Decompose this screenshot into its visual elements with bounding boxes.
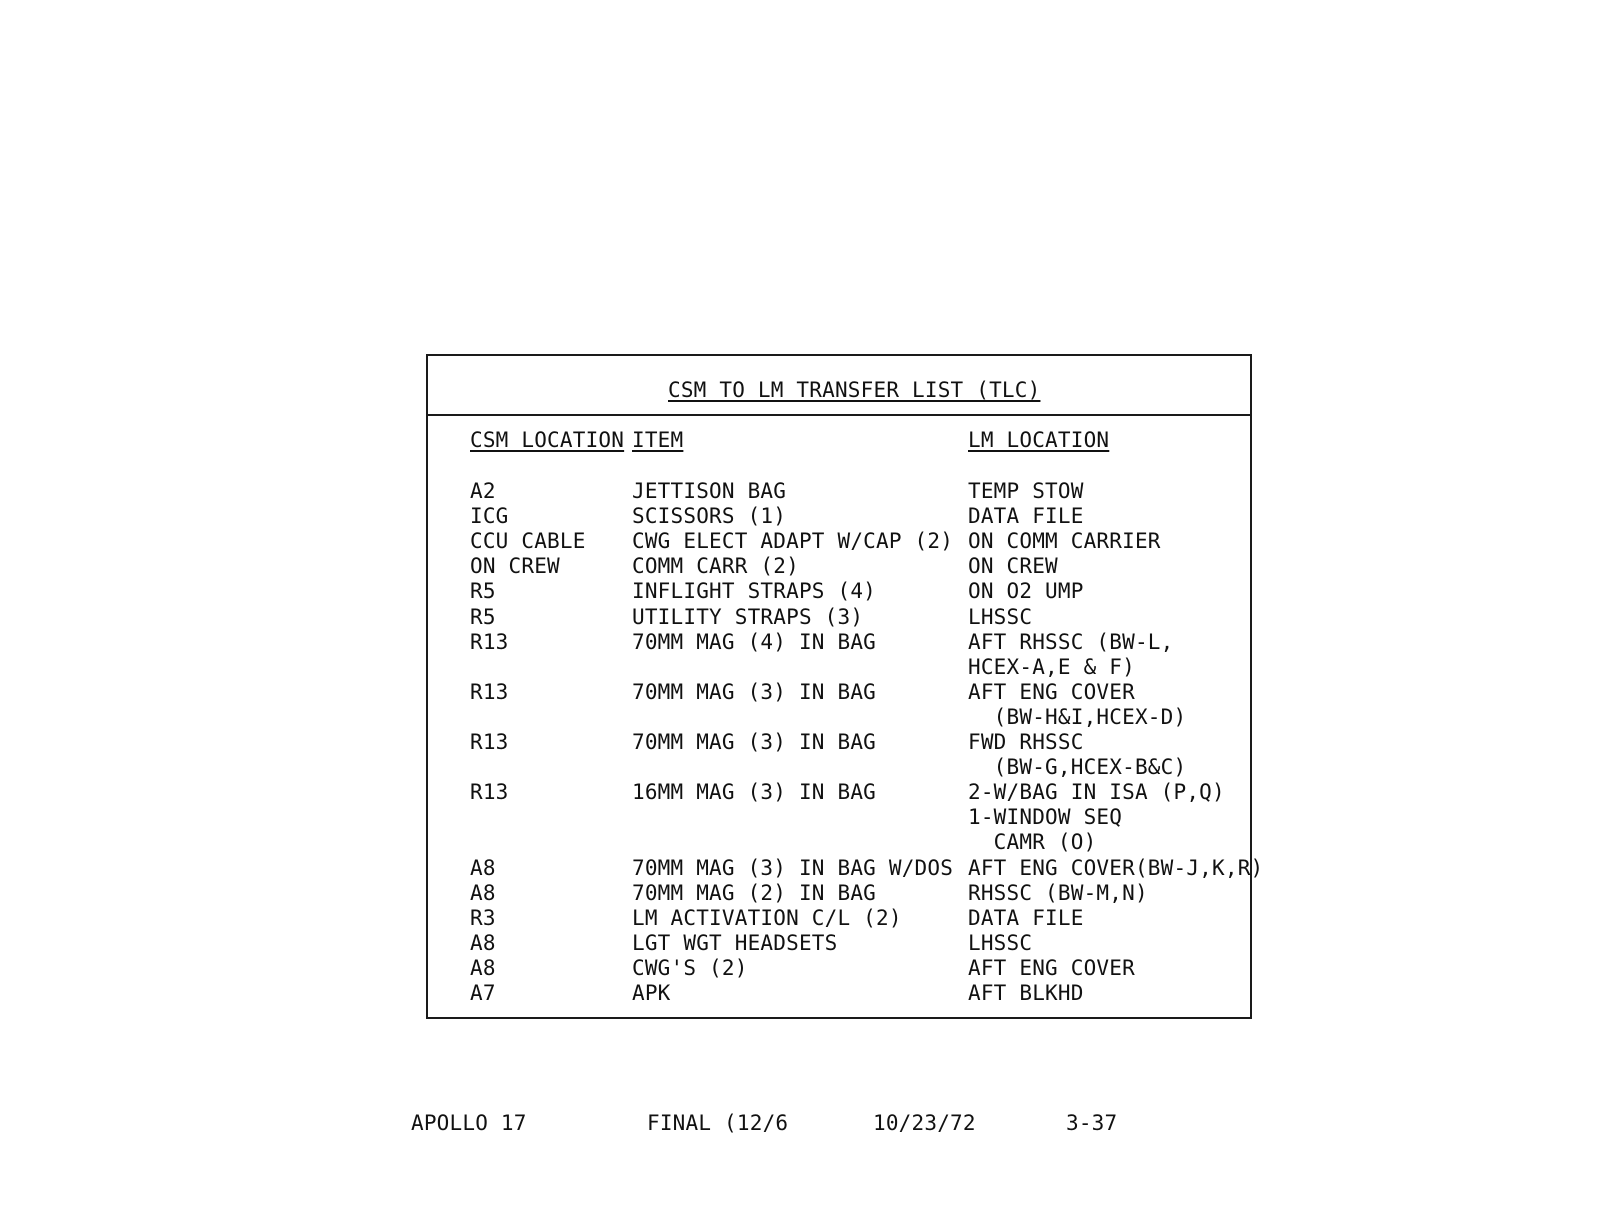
column-header-item: ITEM bbox=[632, 428, 684, 452]
cell-item: 16MM MAG (3) IN BAG bbox=[632, 780, 877, 805]
cell-csm-location: A8 bbox=[470, 880, 496, 905]
cell-item: APK bbox=[632, 981, 671, 1005]
cell-csm-location: A8 bbox=[470, 955, 496, 980]
table-row bbox=[428, 579, 1250, 604]
table-title: CSM TO LM TRANSFER LIST (TLC) bbox=[668, 378, 1041, 402]
table-row bbox=[428, 881, 1250, 906]
cell-lm-location: DATA FILE bbox=[968, 504, 1084, 529]
table-row bbox=[428, 529, 1250, 554]
cell-csm-location: ON CREW bbox=[470, 554, 560, 579]
cell-item: 70MM MAG (4) IN BAG bbox=[632, 629, 877, 654]
cell-item: CWG'S (2) bbox=[632, 955, 748, 980]
cell-csm-location: R5 bbox=[470, 579, 496, 604]
cell-item: UTILITY STRAPS (3) bbox=[632, 604, 864, 629]
cell-csm-location: A7 bbox=[470, 981, 496, 1005]
cell-csm-location: CCU CABLE bbox=[470, 529, 586, 554]
cell-item: 70MM MAG (3) IN BAG bbox=[632, 679, 877, 704]
cell-lm-location: AFT BLKHD bbox=[968, 981, 1084, 1005]
table-row bbox=[428, 981, 1250, 1006]
cell-lm-location: RHSSC (BW-M,N) bbox=[968, 880, 1148, 905]
cell-item: CWG ELECT ADAPT W/CAP (2) bbox=[632, 529, 954, 554]
cell-lm-location: TEMP STOW bbox=[968, 479, 1084, 503]
table-row bbox=[428, 855, 1264, 881]
cell-lm-location: LHSSC bbox=[968, 930, 1033, 955]
table-row bbox=[428, 730, 1250, 755]
cell-lm-location: FWD RHSSC bbox=[968, 730, 1084, 754]
cell-csm-location: A2 bbox=[470, 479, 496, 503]
table-row bbox=[428, 705, 1250, 730]
cell-csm-location: R13 bbox=[470, 679, 509, 704]
cell-csm-location: R5 bbox=[470, 604, 496, 629]
cell-lm-location: CAMR (O) bbox=[968, 830, 1097, 855]
cell-lm-location: ON COMM CARRIER bbox=[968, 529, 1161, 554]
cell-item: JETTISON BAG bbox=[632, 479, 787, 503]
table-row bbox=[428, 655, 1250, 680]
cell-lm-location: LHSSC bbox=[968, 604, 1033, 629]
table-row bbox=[428, 605, 1250, 630]
table-row bbox=[428, 680, 1250, 705]
table-row bbox=[428, 504, 1250, 529]
table-row bbox=[428, 906, 1250, 931]
table-row bbox=[428, 830, 1250, 855]
footer-revision-status: FINAL (12/6 bbox=[647, 1111, 789, 1135]
table-row bbox=[428, 554, 1250, 579]
cell-item: INFLIGHT STRAPS (4) bbox=[632, 579, 877, 604]
cell-csm-location: R13 bbox=[470, 780, 509, 805]
cell-item: 70MM MAG (3) IN BAG W/DOS bbox=[632, 855, 954, 880]
cell-lm-location: 1-WINDOW SEQ bbox=[968, 805, 1123, 830]
footer-mission: APOLLO 17 bbox=[411, 1111, 527, 1135]
cell-lm-location: 2-W/BAG IN ISA (P,Q) bbox=[968, 780, 1225, 805]
table-row bbox=[428, 479, 1250, 504]
cell-lm-location: AFT ENG COVER bbox=[968, 679, 1135, 704]
cell-csm-location: R3 bbox=[470, 905, 496, 930]
cell-item: 70MM MAG (2) IN BAG bbox=[632, 880, 877, 905]
cell-csm-location: R13 bbox=[470, 629, 509, 654]
cell-lm-location: AFT ENG COVER bbox=[968, 955, 1135, 980]
cell-lm-location: (BW-H&I,HCEX-D) bbox=[968, 704, 1187, 729]
cell-item: 70MM MAG (3) IN BAG bbox=[632, 730, 877, 754]
cell-lm-location: HCEX-A,E & F) bbox=[968, 654, 1135, 679]
table-row bbox=[428, 630, 1250, 655]
transfer-list-table bbox=[426, 354, 1264, 1019]
cell-csm-location: A8 bbox=[470, 930, 496, 955]
cell-csm-location: R13 bbox=[470, 730, 509, 754]
footer-page-number: 3-37 bbox=[1066, 1111, 1118, 1135]
column-header-lm-location: LM LOCATION bbox=[968, 428, 1110, 452]
table-row bbox=[428, 755, 1250, 780]
cell-lm-location: AFT RHSSC (BW-L, bbox=[968, 629, 1174, 654]
table-row bbox=[428, 956, 1250, 981]
table-row bbox=[428, 805, 1250, 830]
cell-item: LGT WGT HEADSETS bbox=[632, 930, 838, 955]
cell-lm-location: ON CREW bbox=[968, 554, 1058, 579]
cell-lm-location: AFT ENG COVER(BW-J,K,R) bbox=[968, 855, 1264, 880]
table-row bbox=[428, 780, 1250, 805]
cell-item: COMM CARR (2) bbox=[632, 554, 799, 579]
cell-lm-location: ON O2 UMP bbox=[968, 579, 1084, 604]
table-row bbox=[428, 931, 1250, 956]
cell-csm-location: A8 bbox=[470, 855, 496, 880]
cell-csm-location: ICG bbox=[470, 504, 509, 529]
table-title-bar bbox=[428, 356, 1250, 416]
cell-item: SCISSORS (1) bbox=[632, 504, 787, 529]
cell-item: LM ACTIVATION C/L (2) bbox=[632, 905, 902, 930]
cell-lm-location: (BW-G,HCEX-B&C) bbox=[968, 755, 1187, 780]
cell-lm-location: DATA FILE bbox=[968, 905, 1084, 930]
column-header-csm-location: CSM LOCATION bbox=[470, 428, 625, 452]
footer-date: 10/23/72 bbox=[873, 1111, 976, 1135]
